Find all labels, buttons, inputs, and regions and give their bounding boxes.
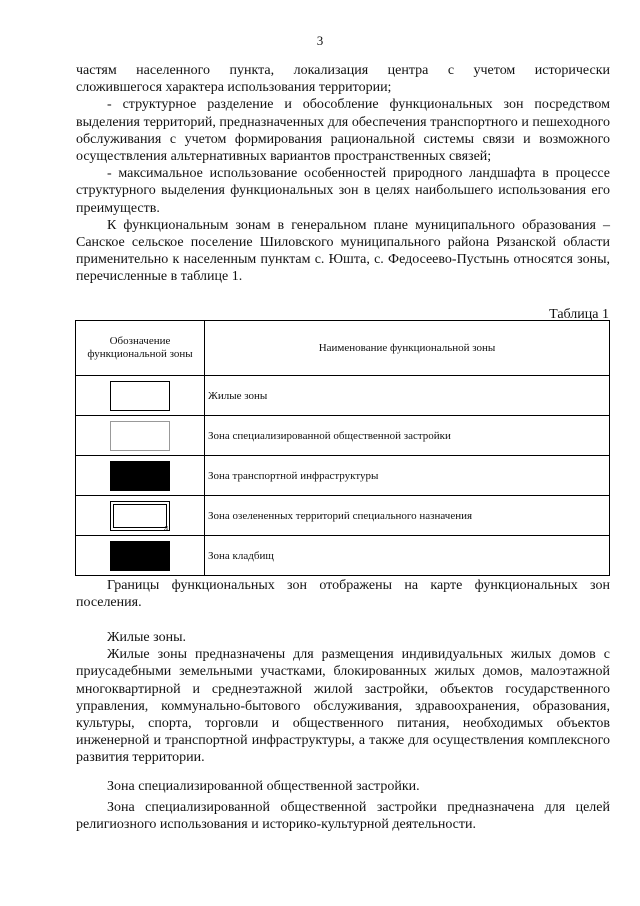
table-row (76, 496, 610, 536)
intro-p1-line1: частям населенного пункта, локализация центра с учетом исторически (76, 63, 610, 78)
intro-p2: - структурное разделение и обособление функциональных зон посредством выделения территорий, предназначенных для обеспечения транспортного и пешеходного обслуживания с учетом формирования рациональной системы связи и возможного осуществления альтернативных вариантов пространственных связей; (76, 97, 610, 165)
residential-section (76, 629, 610, 767)
table-row (76, 416, 610, 456)
zone-symbol-white (110, 381, 170, 411)
intro-p4: К функциональным зонам в генеральном плане муниципального образования – Санское сельское поселение Шиловского муниципального района Рязанской области применительно к населенным пунктам с. Юшта, с. Федосеево-Пустынь относятся зоны, перечисленные в таблице 1. (76, 217, 610, 285)
table-row (76, 376, 610, 416)
col1-header: Обозначение функциональной зоны (76, 321, 205, 376)
table-row (76, 456, 610, 496)
symbol-mark: л (164, 522, 168, 532)
zone-name: Зона транспортной инфраструктуры (205, 456, 610, 496)
table-caption: Таблица 1 (549, 307, 609, 322)
intro-p1-line2: сложившегося характера использования территории; (76, 80, 392, 96)
symbol-cell (76, 376, 205, 416)
symbol-cell (76, 536, 205, 576)
table-row (76, 536, 610, 576)
zone-symbol-gray (110, 421, 170, 451)
zone-name: Зона кладбищ (205, 536, 610, 576)
zone-symbol-black (110, 461, 170, 491)
special-text: Зона специализированной общественной застройки предназначена для целей религиозного использования и историко-культурной деятельности. (76, 800, 610, 833)
zone-symbol-double-border (110, 501, 170, 531)
after-table-text (76, 577, 610, 611)
zone-name: Зона специализированной общественной застройки (205, 416, 610, 456)
special-section (76, 778, 610, 834)
symbol-cell (76, 456, 205, 496)
intro-p3: - максимальное использование особенностей природного ландшафта в процессе структурного выделения функциональных зон в целях наибольшего использования его преимуществ. (76, 166, 610, 216)
page-number: 3 (316, 33, 324, 48)
zone-name: Зона озелененных территорий специального назначения (205, 496, 610, 536)
zones-table (75, 320, 610, 576)
residential-heading: Жилые зоны. (107, 630, 186, 645)
table-header-row (76, 321, 610, 376)
symbol-cell (76, 416, 205, 456)
zone-symbol-black (110, 541, 170, 571)
intro-text (76, 62, 610, 286)
zone-name: Жилые зоны (205, 376, 610, 416)
residential-text: Жилые зоны предназначены для размещения индивидуальных жилых домов с приусадебными земельными участками, блокированных жилых домов, малоэтажной многоквартирной и среднеэтажной жилой застройки, объектов государственного управления, коммунально-бытового обслуживания, здравоохранения, образования, культуры, спорта, торговли и общественного питания, необходимых объектов инженерной и транспортной инфраструктуры, а также для осуществления комплексного развития территории. (76, 647, 610, 766)
special-heading: Зона специализированной общественной застройки. (107, 779, 420, 794)
after-table-paragraph: Границы функциональных зон отображены на карте функциональных зон поселения. (76, 578, 610, 611)
col2-header: Наименование функциональной зоны (205, 321, 610, 376)
symbol-cell (76, 496, 205, 536)
